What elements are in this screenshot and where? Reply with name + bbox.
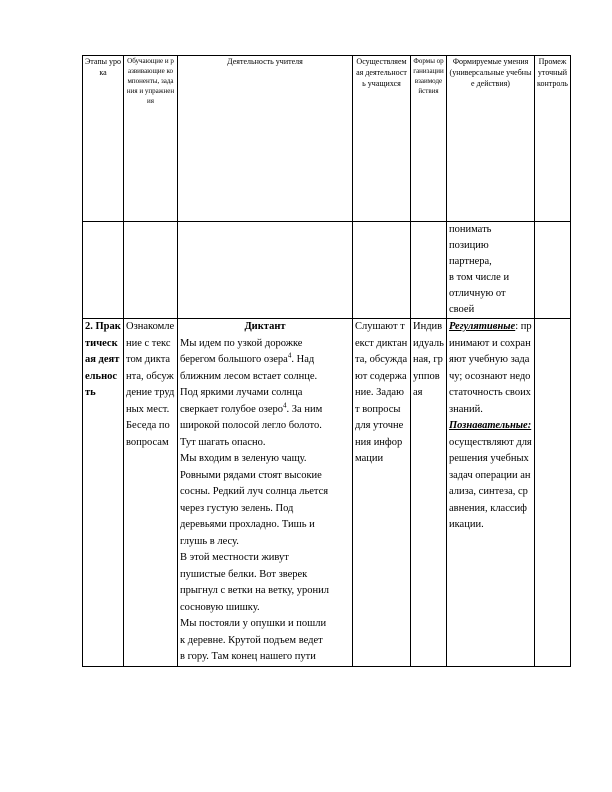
dictation-line: Под яркими лучами солнца — [180, 387, 303, 398]
cognitive-text: осуществляют для решения учебных задач операции анализа, синтеза, сравнения, классификации. — [449, 436, 532, 530]
row2-control-cell — [535, 319, 571, 667]
row1-skills-cell — [447, 222, 535, 319]
header-teacher: Деятельность учителя — [178, 56, 353, 222]
dictation-line: В этой местности живут — [180, 552, 289, 563]
dictation-line: деревьями прохладно. Тишь и — [180, 519, 315, 530]
dictation-line: Мы идем по узкой дорожке — [180, 337, 303, 349]
row2-skills-cell — [447, 319, 535, 667]
dictation-line: к деревне. Крутой подъем ведет — [180, 634, 323, 646]
header-forms: Формы организации взаимодействия — [411, 56, 447, 222]
dictation-line: прыгнул с ветки на ветку, уронил — [180, 585, 329, 596]
table-header-row — [83, 56, 571, 222]
row1-stage-cell — [83, 222, 124, 319]
dictation-line: в гору. Там конец нашего пути — [180, 651, 316, 662]
skills-line: позицию — [449, 240, 489, 251]
dictation-line: берегом большого озера$^4$. Над — [180, 351, 315, 365]
dictation-line: широкой полосой легло болото. — [180, 420, 322, 431]
dictation-line: глушь в лесу. — [180, 535, 239, 547]
dictation-title: Диктант — [244, 321, 286, 332]
skills-line: понимать — [449, 224, 492, 235]
regulative-label: Регулятивные — [449, 321, 516, 332]
skills-line: своей — [449, 304, 475, 315]
header-stage: Этапы урока — [83, 56, 124, 222]
dictation-line: ближним лесом встает солнце. — [180, 370, 318, 382]
row2-content-cell: Ознакомление с текстом диктанта, обсуждение трудных мест. Беседа по вопросам — [124, 319, 178, 667]
header-skills: Формируемые умения (универсальные учебные действия) — [447, 56, 535, 222]
table-row — [83, 222, 571, 319]
dictation-line: сосновую шишку. — [180, 601, 260, 613]
dictation-line: сосны. Редкий луч солнца льется — [180, 486, 329, 497]
skills-line: партнера, — [449, 256, 492, 267]
table-row — [83, 319, 571, 667]
header-student: Осуществляемая деятельность учащихся — [353, 56, 411, 222]
row2-student-cell: Слушают текст диктанта, обсуждают содержание. Задают вопросы для уточнения информации — [353, 319, 411, 667]
dictation-line: сверкает голубое озеро$^4$. За ним — [180, 401, 323, 415]
regulative-text: : принимают и сохраняют учебную задачу; осознают недостаточность своих знаний. — [449, 321, 532, 415]
skills-line: отличную от — [449, 288, 506, 299]
cognitive-label: Познавательные: — [449, 420, 532, 431]
header-content: Обучающие и развивающие компоненты, задания и упражнения — [124, 56, 178, 222]
row2-forms-cell: Индивидуальная, групповая — [411, 319, 447, 667]
row1-control-cell — [535, 222, 571, 319]
row1-content-cell — [124, 222, 178, 319]
dictation-line: Ровными рядами стоят высокие — [180, 469, 322, 481]
footnote-mark: 4 — [283, 401, 287, 409]
dictation-line: Тут шагать опасно. — [180, 436, 266, 448]
dictation-line: Мы постояли у опушки и пошли — [180, 618, 327, 629]
row2-stage-cell: 2. Практическая деятельность — [83, 319, 124, 667]
footnote-mark: 4 — [287, 351, 292, 360]
row1-forms-cell — [411, 222, 447, 319]
dictation-line: через густую зелень. Под — [180, 502, 294, 514]
dictation-line: Мы входим в зеленую чащу. — [180, 453, 307, 464]
lesson-plan-table — [82, 55, 571, 667]
header-control: Промежуточный контроль — [535, 56, 571, 222]
row1-teacher-cell — [178, 222, 353, 319]
row1-student-cell — [353, 222, 411, 319]
dictation-line: пушистые белки. Вот зверек — [180, 568, 308, 580]
row2-teacher-cell — [178, 319, 353, 667]
skills-line: в том числе и — [449, 272, 510, 283]
